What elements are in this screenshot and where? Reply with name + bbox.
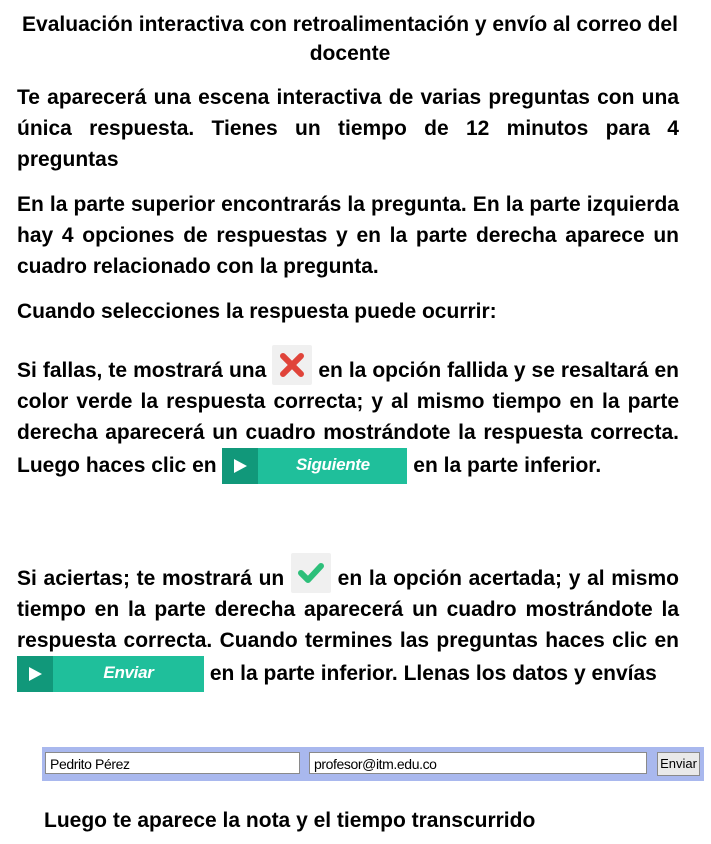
name-field[interactable]: Pedrito Pérez [45, 752, 300, 774]
wrong-answer-paragraph [17, 345, 679, 484]
play-icon [17, 656, 53, 692]
footer-text: Luego te aparece la nota y el tiempo transcurrido [44, 809, 536, 832]
outcomes-paragraph: Cuando selecciones la respuesta puede ocurrir: [17, 300, 497, 323]
check-icon [291, 553, 331, 593]
send-button[interactable]: Enviar [657, 752, 700, 776]
enviar-label: Enviar [103, 663, 154, 682]
page-title: Evaluación interactiva con retroalimentación y envío al correo del docente [22, 13, 678, 65]
right-text-c: en la parte inferior. Llenas los datos y envías [209, 662, 657, 685]
siguiente-button-image [222, 448, 407, 484]
intro-paragraph: Te aparecerá una escena interactiva de varias preguntas con una única respuesta. Tienes un tiempo de 12 minutos para 4 preguntas [17, 86, 679, 171]
siguiente-label: Siguiente [296, 455, 370, 474]
enviar-button-image [17, 656, 204, 692]
wrong-text-c: en la parte inferior. [413, 454, 602, 477]
wrong-text-b: en la opción fallida y se resaltará en color verde la respuesta correcta; y al mismo tiempo en la parte derecha aparecerá un cuadro mostrándote la respuesta correcta. Luego haces clic en [17, 359, 679, 477]
wrong-text-a: Si fallas, te mostrará una [17, 359, 267, 382]
email-field[interactable]: profesor@itm.edu.co [309, 752, 647, 774]
submit-form [42, 747, 704, 781]
right-answer-paragraph [17, 553, 679, 692]
x-icon [272, 345, 312, 385]
right-text-a: Si aciertas; te mostrará un [17, 567, 285, 590]
layout-paragraph: En la parte superior encontrarás la pregunta. En la parte izquierda hay 4 opciones de respuestas y en la parte derecha aparece un cuadro relacionado con la pregunta. [17, 193, 679, 278]
right-text-b: en la opción acertada; y al mismo tiempo en la parte derecha aparecerá un cuadro mostrándote la respuesta correcta. Cuando termines las preguntas haces clic en [17, 567, 679, 652]
play-icon [222, 448, 258, 484]
